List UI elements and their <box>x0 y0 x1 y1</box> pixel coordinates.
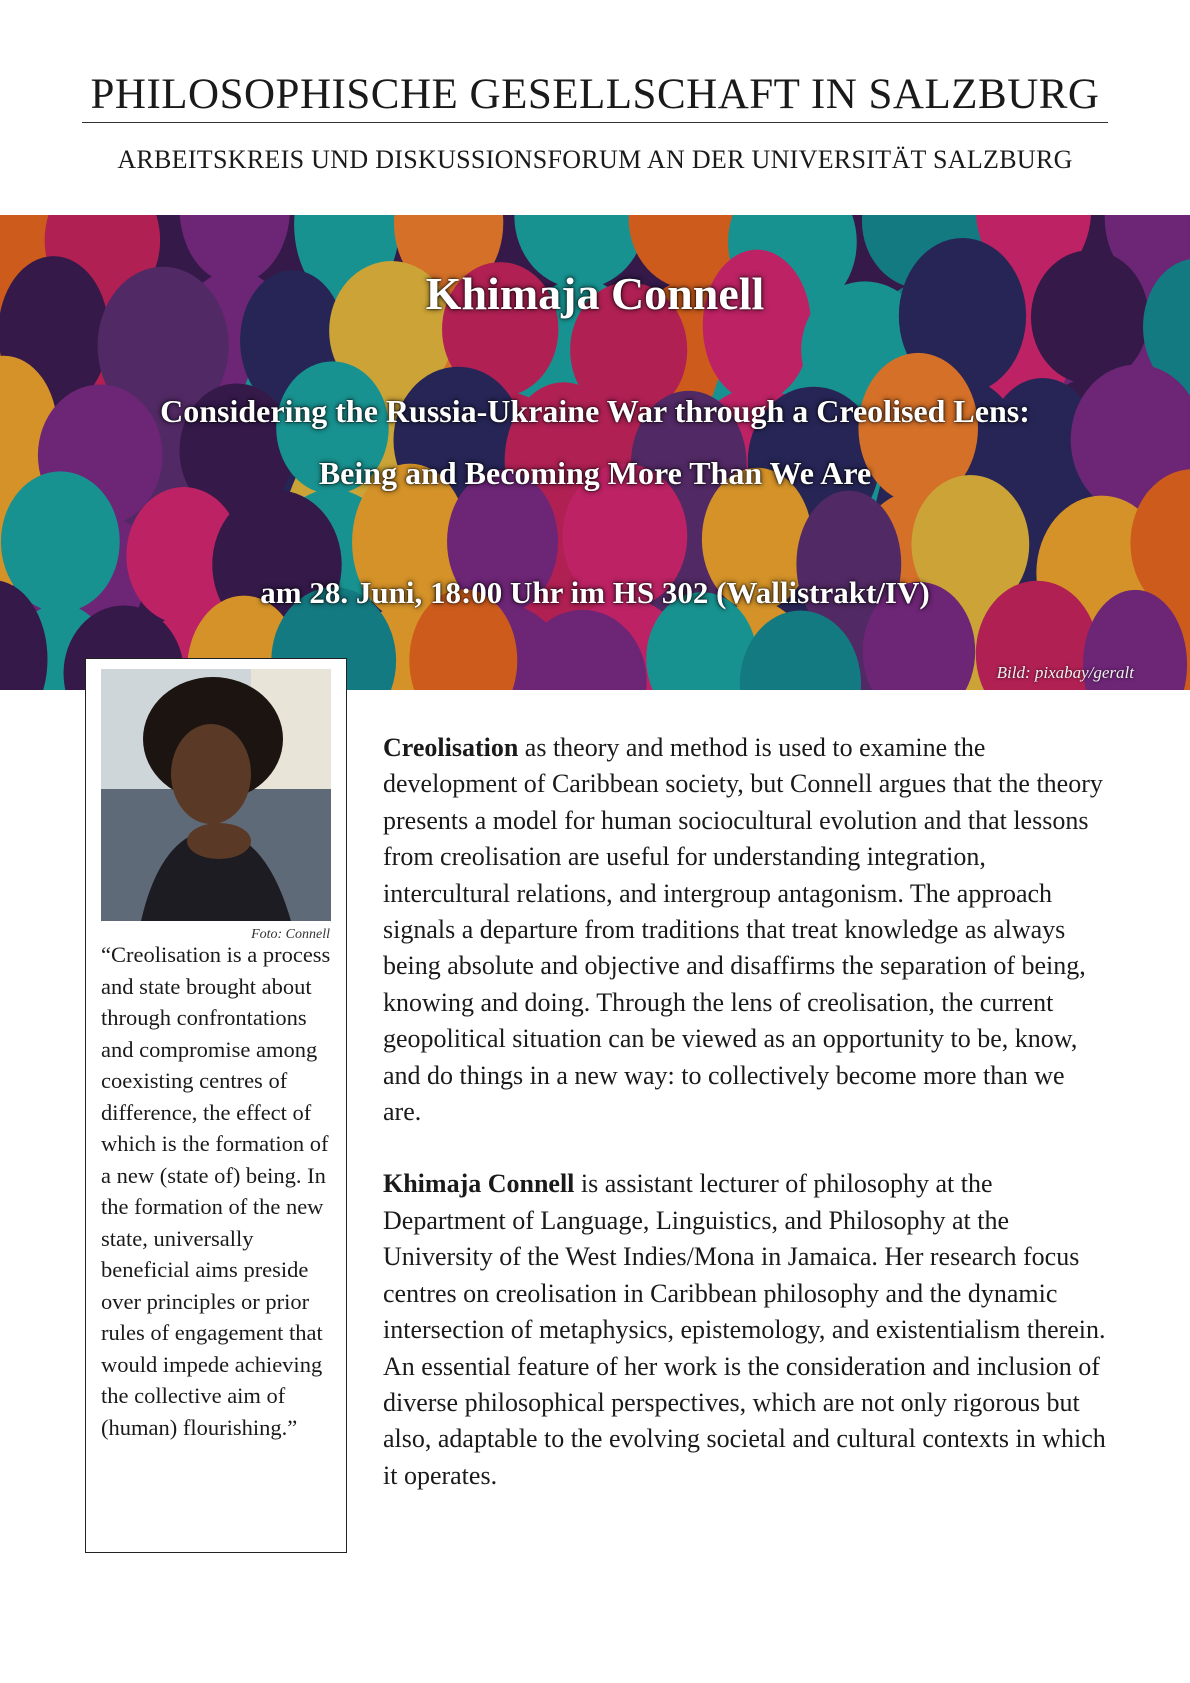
society-subtitle: ARBEITSKREIS UND DISKUSSIONSFORUM AN DER UNIVERSITÄT SALZBURG <box>117 145 1073 174</box>
bio-lead: Khimaja Connell <box>383 1169 575 1199</box>
bio-paragraph <box>383 1166 1108 1494</box>
quote-sidebar <box>85 658 347 1553</box>
abstract-lead: Creolisation <box>383 733 519 762</box>
talk-title-line-2: Being and Becoming More Than We Are <box>318 455 872 491</box>
speaker-name: Khimaja Connell <box>425 268 765 319</box>
society-title: PHILOSOPHISCHE GESELLSCHAFT IN SALZBURG <box>90 71 1100 118</box>
abstract-paragraph <box>383 730 1108 1130</box>
abstract-text: as theory and method is used to examine the development of Caribbean society, but Connell argues that the theory presents a model for human sociocultural evolution and that lessons from creolisation are useful for understanding integration, intercultural relations, and intergroup antagonism. The approach signals a departure from traditions that treat knowledge as always being absolute and objective and disaffirms the separation of being, knowing and doing. Through the lens of creolisation, the current geopolitical situation can be viewed as an opportunity to be, know, and do things in a new way: to collectively become more than we are. <box>383 733 1103 1127</box>
event-date-location: am 28. Juni, 18:00 Uhr im HS 302 (Wallistrakt/IV) <box>260 575 930 610</box>
talk-title-line-1: Considering the Russia-Ukraine War through a Creolised Lens: <box>160 393 1030 429</box>
bio-text: is assistant lecturer of philosophy at the Department of Language, Linguistics, and Philosophy at the University of the West Indies/Mona in Jamaica. Her research focus centres on creolisation in Caribbean philosophy and the dynamic intersection of metaphysics, epistemology, and existentialism therein. An essential feature of her work is the consideration and inclusion of diverse philosophical perspectives, which are not only rigorous but also, adaptable to the evolving societal and cultural contexts in which it operates. <box>383 1169 1106 1490</box>
speaker-photo <box>101 669 331 921</box>
portrait-illustration <box>101 669 331 921</box>
speaker-quote: “Creolisation is a process and state brought about through confrontations and compromise among coexisting centres of difference, the effect of which is the formation of a new (state of) being. In the formation of the new state, universally beneficial aims preside over principles or prior rules of engagement that would impede achieving the collective aim of (human) flourishing.” <box>101 942 331 1440</box>
photo-credit: Foto: Connell <box>251 927 330 942</box>
header-divider <box>82 122 1108 123</box>
event-banner <box>0 215 1190 690</box>
event-description <box>383 730 1108 1530</box>
image-credit: Bild: pixabay/geralt <box>996 663 1134 682</box>
